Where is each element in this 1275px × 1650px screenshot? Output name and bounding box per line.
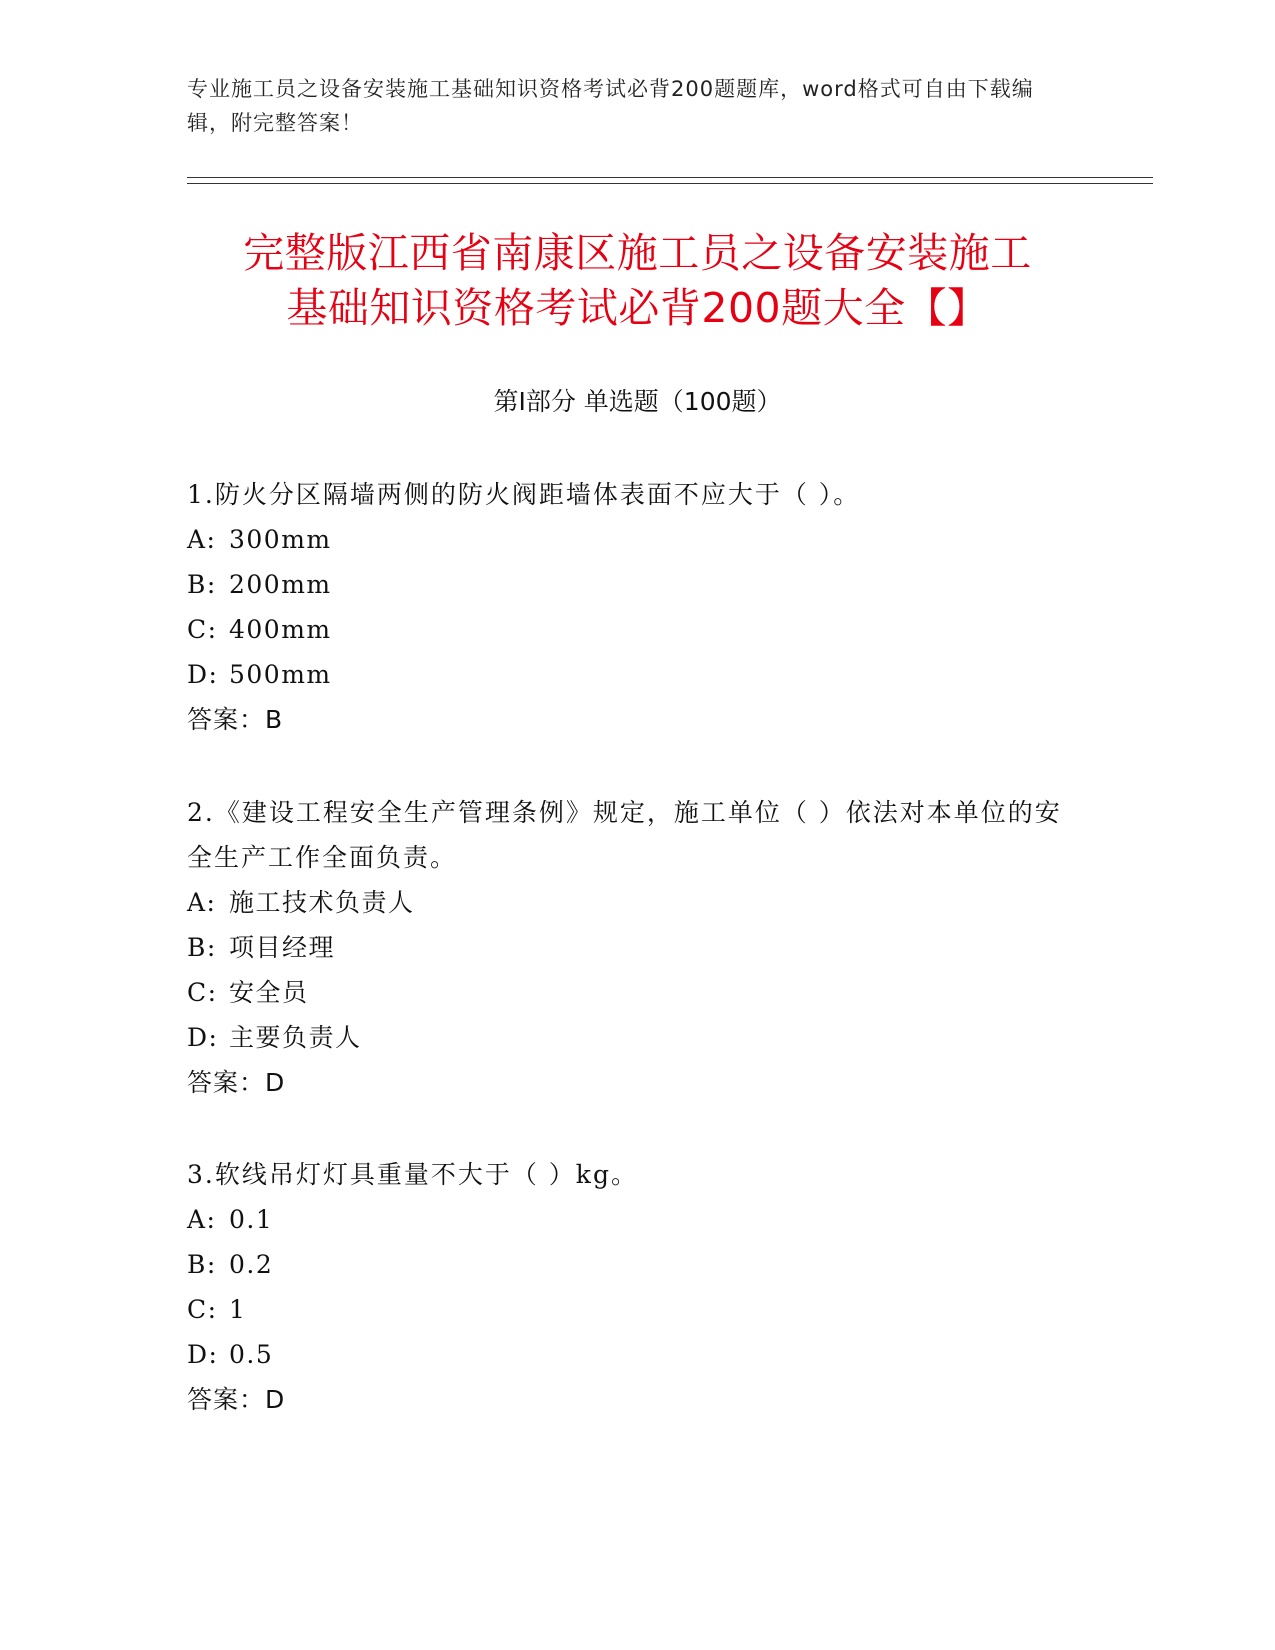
option-b [187,562,1077,607]
option-text: 0.5 [229,1340,274,1369]
option-key: D: [187,660,219,689]
option-text: 项目经理 [229,933,336,962]
option-b [187,1242,1077,1287]
option-d [187,652,1077,697]
option-key: A: [187,525,217,554]
option-text: 0.1 [229,1205,274,1234]
document-title-line-1: 完整版江西省南康区施工员之设备安装施工 [243,229,1032,277]
document-title-line-2: 基础知识资格考试必背200题大全【】 [286,284,989,332]
option-key: D: [187,1023,219,1052]
question-stem: 1.防火分区隔墙两侧的防火阀距墙体表面不应大于（ ）。 [187,480,861,509]
option-key: B: [187,933,217,962]
option-key: A: [187,1205,217,1234]
answer: 答案：B [187,705,284,734]
question-stem: 2.《建设工程安全生产管理条例》规定，施工单位（ ）依法对本单位的安全生产工作全面负责。 [187,798,1062,872]
option-c [187,1287,1077,1332]
option-text: 主要负责人 [229,1023,362,1052]
option-text: 200mm [229,570,332,599]
option-key: D: [187,1340,219,1369]
option-text: 施工技术负责人 [229,888,415,917]
option-key: C: [187,615,218,644]
answer: 答案：D [187,1068,286,1097]
option-d [187,1332,1077,1377]
option-text: 300mm [229,525,332,554]
option-a [187,517,1077,562]
option-c [187,970,1077,1015]
question-2 [187,790,1077,1105]
header-note: 专业施工员之设备安装施工基础知识资格考试必背200题题库，word格式可自由下载编辑，附完整答案！ [187,77,1034,135]
option-d [187,1015,1077,1060]
option-key: A: [187,888,217,917]
option-text: 安全员 [229,978,309,1007]
option-text: 500mm [229,660,332,689]
option-c [187,607,1077,652]
question-1 [187,472,1077,742]
option-a [187,880,1077,925]
document-title [150,226,1125,336]
section-title: 第I部分 单选题（100题） [493,387,782,416]
header-divider-bottom [187,183,1153,184]
option-key: C: [187,978,218,1007]
option-key: C: [187,1295,218,1324]
option-text: 0.2 [229,1250,274,1279]
option-text: 1 [229,1295,247,1324]
header-divider-top [187,177,1153,178]
option-key: B: [187,1250,217,1279]
option-text: 400mm [229,615,332,644]
question-3 [187,1152,1077,1422]
option-a [187,1197,1077,1242]
option-b [187,925,1077,970]
answer: 答案：D [187,1385,286,1414]
question-stem: 3.软线吊灯灯具重量不大于（ ）kg。 [187,1160,638,1189]
option-key: B: [187,570,217,599]
